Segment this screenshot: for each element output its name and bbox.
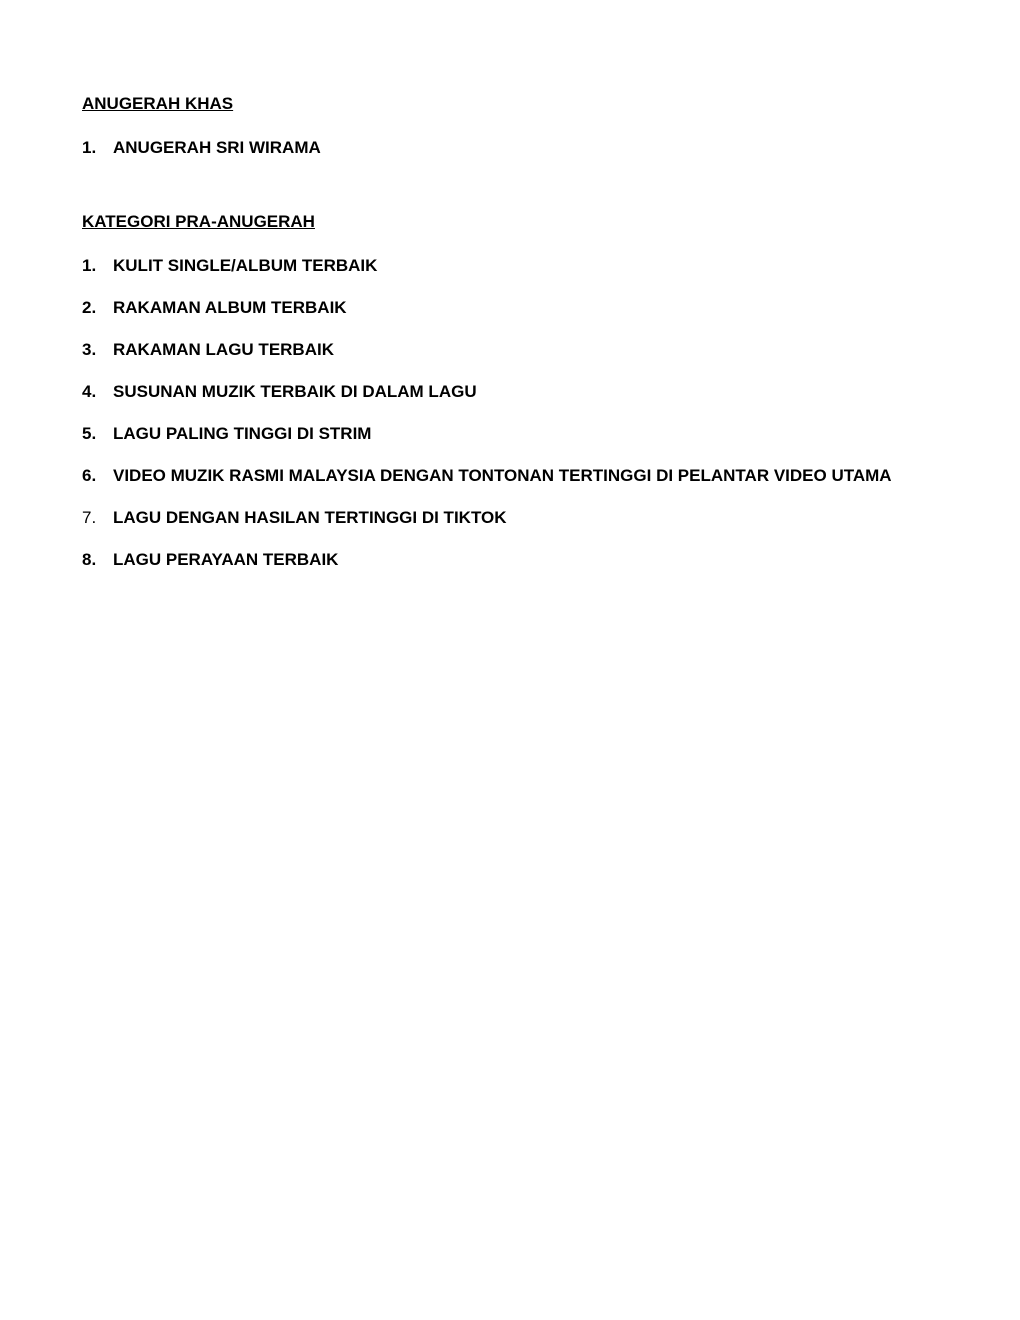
pre-award-categories-heading: KATEGORI PRA-ANUGERAH <box>82 212 315 231</box>
list-item <box>82 297 912 318</box>
list-item <box>82 507 912 528</box>
special-awards-section <box>82 94 912 158</box>
item-number: 8. <box>82 550 97 569</box>
item-label: LAGU DENGAN HASILAN TERTINGGI DI TIKTOK <box>113 508 507 527</box>
item-label: LAGU PERAYAAN TERBAIK <box>113 550 339 569</box>
item-number: 3. <box>82 340 97 359</box>
list-item <box>82 423 912 444</box>
list-item <box>82 255 912 276</box>
list-item <box>82 381 912 402</box>
item-label: RAKAMAN LAGU TERBAIK <box>113 340 334 359</box>
item-number: 2. <box>82 298 97 317</box>
special-awards-heading: ANUGERAH KHAS <box>82 94 234 113</box>
item-number: 1. <box>82 256 97 275</box>
item-label: SUSUNAN MUZIK TERBAIK DI DALAM LAGU <box>113 382 477 401</box>
item-label: ANUGERAH SRI WIRAMA <box>113 138 321 157</box>
item-label: LAGU PALING TINGGI DI STRIM <box>113 424 372 443</box>
item-label: RAKAMAN ALBUM TERBAIK <box>113 298 347 317</box>
item-number: 6. <box>82 466 97 485</box>
item-label: VIDEO MUZIK RASMI MALAYSIA DENGAN TONTONAN TERTINGGI DI PELANTAR VIDEO UTAMA <box>113 466 892 485</box>
item-number: 4. <box>82 382 97 401</box>
list-item <box>82 549 912 570</box>
item-number: 7. <box>82 508 97 527</box>
item-number: 1. <box>82 138 97 157</box>
pre-award-categories-section <box>82 212 912 570</box>
list-item <box>82 465 912 486</box>
list-item <box>82 137 912 158</box>
special-awards-list <box>82 137 912 158</box>
list-item <box>82 339 912 360</box>
pre-award-categories-list <box>82 255 912 570</box>
item-label: KULIT SINGLE/ALBUM TERBAIK <box>113 256 378 275</box>
item-number: 5. <box>82 424 97 443</box>
